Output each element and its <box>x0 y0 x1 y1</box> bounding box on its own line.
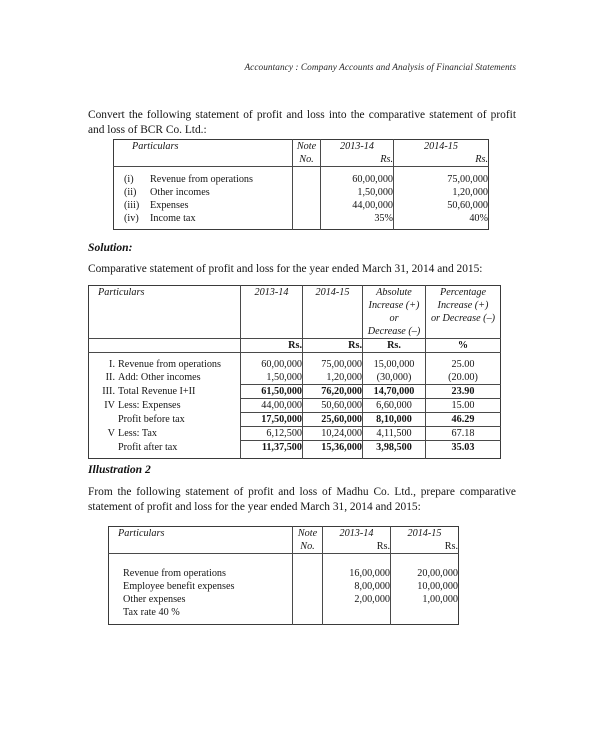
row-particulars: Less: Expenses <box>118 399 181 411</box>
row-label <box>89 441 241 459</box>
row-index: (iii) <box>124 200 140 211</box>
row-y2: 1,20,000 <box>303 371 363 385</box>
unit-percentage: % <box>426 339 501 353</box>
row-particulars: Employee benefit expenses <box>123 581 235 592</box>
row-pct: (20.00) <box>426 371 501 385</box>
row-particulars: Revenue from operations <box>118 359 221 370</box>
row-label <box>89 385 241 399</box>
spacer-cell <box>293 554 323 568</box>
table-spacer-row <box>109 554 459 568</box>
table-comparative-statement <box>88 285 501 459</box>
unit-2013-14: Rs. <box>321 153 394 167</box>
illustration-2-label: Illustration 2 <box>88 463 151 476</box>
row-y1: 60,00,000 <box>241 353 303 372</box>
unit-blank <box>114 153 293 167</box>
row-particulars: Profit before tax <box>118 413 185 425</box>
row-abs: 14,70,000 <box>363 385 426 399</box>
table-row <box>89 441 501 459</box>
table-row <box>89 385 501 399</box>
row-y1: 44,00,000 <box>241 399 303 413</box>
row-number: V <box>107 427 115 439</box>
row-y2: 10,24,000 <box>303 427 363 441</box>
table-row <box>89 353 501 372</box>
table-row <box>114 199 489 212</box>
row-y2: 1,00,000 <box>391 593 459 606</box>
row-number: II. <box>105 372 115 383</box>
col-header-particulars: Particulars <box>98 287 145 298</box>
row-note <box>293 212 321 230</box>
row-y2: 75,00,000 <box>394 167 489 187</box>
row-abs: 3,98,500 <box>363 441 426 459</box>
row-y1: 8,00,000 <box>323 580 391 593</box>
col-header-year-2013-14: 2013-14 <box>323 527 391 541</box>
row-particulars: Tax rate 40 % <box>123 607 180 618</box>
row-y2: 76,20,000 <box>303 385 363 399</box>
table-row <box>114 186 489 199</box>
col-header-particulars: Particulars <box>132 141 179 152</box>
col-header-year-2014-15: 2014-15 <box>394 140 489 154</box>
row-abs: 4,11,500 <box>363 427 426 441</box>
row-pct: 67.18 <box>426 427 501 441</box>
row-y1: 35% <box>321 212 394 230</box>
row-index: (iv) <box>124 213 139 224</box>
row-y2: 50,60,000 <box>303 399 363 413</box>
row-label <box>89 399 241 413</box>
row-particulars: Revenue from operations <box>123 568 226 579</box>
row-pct: 25.00 <box>426 353 501 372</box>
col-header-particulars: Particulars <box>118 528 165 539</box>
row-note <box>293 606 323 625</box>
unit-2013-14: Rs. <box>323 540 391 554</box>
row-y1 <box>323 606 391 625</box>
row-label <box>89 413 241 427</box>
row-label <box>89 427 241 441</box>
solution-paragraph: Comparative statement of profit and loss for the year ended March 31, 2014 and 2015: <box>88 263 483 275</box>
col-header-note: Note <box>293 527 323 541</box>
row-y1: 6,12,500 <box>241 427 303 441</box>
row-particulars: Less: Tax <box>118 427 157 439</box>
row-abs: (30,000) <box>363 371 426 385</box>
intro-paragraph: Convert the following statement of profit and loss into the comparative statement of profit and loss of BCR Co. Ltd.: <box>88 109 516 137</box>
row-y2: 25,60,000 <box>303 413 363 427</box>
row-particulars: Other expenses <box>123 594 186 605</box>
unit-blank <box>89 339 241 353</box>
row-note <box>293 199 321 212</box>
col-header-note-no: No. <box>293 153 321 167</box>
col-header-year-2014-15: 2014-15 <box>391 527 459 541</box>
row-particulars: Expenses <box>150 200 189 211</box>
row-pct: 15.00 <box>426 399 501 413</box>
illustration-2-paragraph: From the following statement of profit and loss of Madhu Co. Ltd., prepare comparative statement of profit and loss for the year ended March 31, 2014 and 2015: <box>88 486 516 514</box>
table-header-unit-row <box>89 339 501 353</box>
table-header-unit-row <box>114 153 489 167</box>
table-row <box>89 399 501 413</box>
row-particulars: Profit after tax <box>118 441 178 453</box>
row-particulars: Add: Other incomes <box>118 372 201 383</box>
row-y2: 50,60,000 <box>394 199 489 212</box>
table-row <box>109 580 459 593</box>
unit-2013-14: Rs. <box>241 339 303 353</box>
row-y1: 11,37,500 <box>241 441 303 459</box>
row-abs: 6,60,000 <box>363 399 426 413</box>
spacer-cell <box>391 554 459 568</box>
row-particulars: Income tax <box>150 213 196 224</box>
row-y2: 15,36,000 <box>303 441 363 459</box>
row-number: IV <box>104 399 115 411</box>
row-number: III. <box>102 385 115 397</box>
row-note <box>293 567 323 580</box>
running-head: Accountancy : Company Accounts and Analysis of Financial Statements <box>244 63 516 73</box>
row-y1: 16,00,000 <box>323 567 391 580</box>
table-header-row <box>89 286 501 339</box>
row-y2: 40% <box>394 212 489 230</box>
row-abs: 8,10,000 <box>363 413 426 427</box>
row-y1: 17,50,000 <box>241 413 303 427</box>
row-note <box>293 580 323 593</box>
table-row <box>89 413 501 427</box>
row-abs: 15,00,000 <box>363 353 426 372</box>
row-y2: 75,00,000 <box>303 353 363 372</box>
row-label <box>114 167 293 187</box>
row-note <box>293 186 321 199</box>
row-label <box>89 353 241 372</box>
unit-2014-15: Rs. <box>394 153 489 167</box>
table-row <box>89 427 501 441</box>
pct-line-1: Percentage <box>439 287 486 298</box>
solution-label: Solution: <box>88 241 133 254</box>
pct-line-3: or Decrease (–) <box>430 313 496 324</box>
row-label <box>114 212 293 230</box>
row-y1: 60,00,000 <box>321 167 394 187</box>
row-y1: 61,50,000 <box>241 385 303 399</box>
row-index: (ii) <box>124 187 137 198</box>
spacer-cell <box>323 554 391 568</box>
pct-line-2: Increase (+) <box>437 300 489 311</box>
unit-2014-15: Rs. <box>303 339 363 353</box>
table-row <box>89 371 501 385</box>
row-pct: 23.90 <box>426 385 501 399</box>
table-row <box>114 167 489 187</box>
unit-absolute: Rs. <box>363 339 426 353</box>
table-header-row <box>114 140 489 154</box>
table-row <box>114 212 489 230</box>
row-y1: 1,50,000 <box>321 186 394 199</box>
table-madhu-profit-loss <box>108 526 459 625</box>
table-header-row <box>109 527 459 541</box>
abs-line-2: Increase (+) or <box>368 300 420 324</box>
row-particulars: Other incomes <box>150 187 210 198</box>
col-header-note: Note <box>293 140 321 154</box>
table-bcr-profit-loss <box>113 139 489 230</box>
row-y2: 1,20,000 <box>394 186 489 199</box>
row-y1: 1,50,000 <box>241 371 303 385</box>
abs-line-1: Absolute <box>376 287 412 298</box>
col-header-year-2013-14: 2013-14 <box>241 286 303 339</box>
unit-2014-15: Rs. <box>391 540 459 554</box>
row-particulars: Revenue from operations <box>150 174 253 185</box>
row-label <box>89 371 241 385</box>
table-row <box>109 593 459 606</box>
table-row <box>109 567 459 580</box>
row-y1: 2,00,000 <box>323 593 391 606</box>
col-header-absolute-change <box>363 286 426 339</box>
row-index: (i) <box>124 174 134 185</box>
col-header-percentage-change <box>426 286 501 339</box>
row-label <box>114 199 293 212</box>
col-header-note-no: No. <box>293 540 323 554</box>
col-header-year-2013-14: 2013-14 <box>321 140 394 154</box>
row-pct: 46.29 <box>426 413 501 427</box>
row-particulars: Total Revenue I+II <box>118 385 196 397</box>
row-y2: 20,00,000 <box>391 567 459 580</box>
row-pct: 35.03 <box>426 441 501 459</box>
row-y1: 44,00,000 <box>321 199 394 212</box>
row-y2 <box>391 606 459 625</box>
row-note <box>293 167 321 187</box>
abs-line-3: Decrease (–) <box>367 326 421 337</box>
table-header-unit-row <box>109 540 459 554</box>
row-y2: 10,00,000 <box>391 580 459 593</box>
row-label <box>114 186 293 199</box>
row-number: I. <box>109 359 115 370</box>
unit-blank <box>109 540 293 554</box>
row-note <box>293 593 323 606</box>
spacer-cell <box>109 554 293 568</box>
col-header-year-2014-15: 2014-15 <box>303 286 363 339</box>
table-row <box>109 606 459 625</box>
